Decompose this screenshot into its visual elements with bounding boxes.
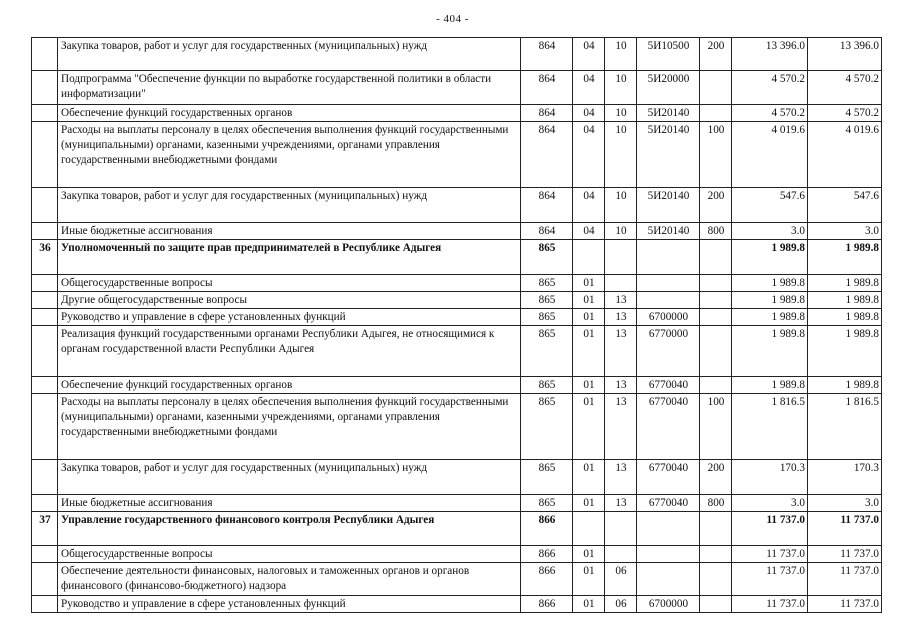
- subsection-code: 13: [605, 377, 637, 394]
- table-row: [32, 495, 882, 512]
- table-row: [32, 309, 882, 326]
- subsection-code: 10: [605, 122, 637, 188]
- row-number: [32, 326, 58, 377]
- subsection-code: 10: [605, 38, 637, 71]
- expense-type-code: [700, 326, 732, 377]
- ministry-code: 865: [521, 495, 573, 512]
- expense-type-code: [700, 240, 732, 275]
- ministry-code: 865: [521, 309, 573, 326]
- expense-type-code: 200: [700, 38, 732, 71]
- ministry-code: 865: [521, 240, 573, 275]
- row-number: [32, 309, 58, 326]
- amount-column-1: 11 737.0: [732, 546, 808, 563]
- amount-column-1: 4 019.6: [732, 122, 808, 188]
- subsection-code: 13: [605, 460, 637, 495]
- expense-type-code: [700, 309, 732, 326]
- table-row: [32, 240, 882, 275]
- row-number: [32, 596, 58, 613]
- target-article-code: 6770040: [637, 495, 700, 512]
- section-code: 01: [573, 546, 605, 563]
- ministry-code: 864: [521, 122, 573, 188]
- expense-type-code: [700, 292, 732, 309]
- row-number: 36: [32, 240, 58, 275]
- subsection-code: 13: [605, 309, 637, 326]
- amount-column-1: 11 737.0: [732, 512, 808, 546]
- amount-column-1: 13 396.0: [732, 38, 808, 71]
- amount-column-2: 1 816.5: [808, 394, 882, 460]
- ministry-code: 865: [521, 326, 573, 377]
- subsection-code: [605, 512, 637, 546]
- section-code: 04: [573, 71, 605, 105]
- ministry-code: 865: [521, 377, 573, 394]
- amount-column-1: 11 737.0: [732, 596, 808, 613]
- target-article-code: 6700000: [637, 596, 700, 613]
- section-code: 04: [573, 105, 605, 122]
- section-code: 04: [573, 188, 605, 223]
- expense-type-code: [700, 71, 732, 105]
- ministry-code: 866: [521, 512, 573, 546]
- ministry-code: 865: [521, 460, 573, 495]
- target-article-code: 6770000: [637, 326, 700, 377]
- section-code: 01: [573, 309, 605, 326]
- amount-column-2: 11 737.0: [808, 563, 882, 596]
- amount-column-1: 1 989.8: [732, 275, 808, 292]
- section-code: 01: [573, 275, 605, 292]
- table-row: [32, 71, 882, 105]
- section-code: 01: [573, 495, 605, 512]
- ministry-code: 866: [521, 596, 573, 613]
- subsection-code: [605, 275, 637, 292]
- subsection-code: 10: [605, 223, 637, 240]
- table-row: [32, 512, 882, 546]
- amount-column-1: 170.3: [732, 460, 808, 495]
- ministry-code: 864: [521, 38, 573, 71]
- row-name: Общегосударственные вопросы: [58, 275, 521, 292]
- amount-column-2: 11 737.0: [808, 512, 882, 546]
- amount-column-2: 3.0: [808, 223, 882, 240]
- ministry-code: 864: [521, 188, 573, 223]
- subsection-code: 13: [605, 326, 637, 377]
- expense-type-code: 100: [700, 122, 732, 188]
- section-code: 01: [573, 292, 605, 309]
- amount-column-2: 11 737.0: [808, 546, 882, 563]
- amount-column-2: 1 989.8: [808, 326, 882, 377]
- amount-column-1: 1 989.8: [732, 292, 808, 309]
- table-row: [32, 188, 882, 223]
- amount-column-2: 4 570.2: [808, 105, 882, 122]
- ministry-code: 865: [521, 394, 573, 460]
- section-code: 01: [573, 394, 605, 460]
- target-article-code: [637, 563, 700, 596]
- target-article-code: 5И20140: [637, 223, 700, 240]
- table-row: [32, 563, 882, 596]
- section-code: 01: [573, 596, 605, 613]
- row-number: [32, 38, 58, 71]
- expense-type-code: [700, 512, 732, 546]
- amount-column-2: 13 396.0: [808, 38, 882, 71]
- ministry-code: 866: [521, 546, 573, 563]
- row-name: Общегосударственные вопросы: [58, 546, 521, 563]
- amount-column-1: 3.0: [732, 223, 808, 240]
- table-row: [32, 377, 882, 394]
- amount-column-1: 1 989.8: [732, 309, 808, 326]
- row-name: Иные бюджетные ассигнования: [58, 223, 521, 240]
- table-row: [32, 596, 882, 613]
- row-number: [32, 275, 58, 292]
- expense-type-code: [700, 377, 732, 394]
- section-code: 04: [573, 38, 605, 71]
- target-article-code: 5И20000: [637, 71, 700, 105]
- budget-table: [31, 37, 882, 613]
- subsection-code: 10: [605, 71, 637, 105]
- amount-column-2: 1 989.8: [808, 309, 882, 326]
- subsection-code: 13: [605, 394, 637, 460]
- amount-column-1: 1 989.8: [732, 377, 808, 394]
- amount-column-2: 4 019.6: [808, 122, 882, 188]
- subsection-code: 13: [605, 495, 637, 512]
- amount-column-2: 1 989.8: [808, 292, 882, 309]
- amount-column-1: 1 989.8: [732, 326, 808, 377]
- amount-column-1: 4 570.2: [732, 71, 808, 105]
- amount-column-2: 547.6: [808, 188, 882, 223]
- expense-type-code: 800: [700, 223, 732, 240]
- expense-type-code: [700, 546, 732, 563]
- amount-column-2: 4 570.2: [808, 71, 882, 105]
- page-number: - 404 -: [436, 13, 469, 25]
- amount-column-1: 1 816.5: [732, 394, 808, 460]
- target-article-code: 5И20140: [637, 188, 700, 223]
- target-article-code: [637, 275, 700, 292]
- section-code: [573, 240, 605, 275]
- row-name: Закупка товаров, работ и услуг для государственных (муниципальных) нужд: [58, 38, 521, 71]
- ministry-code: 865: [521, 292, 573, 309]
- target-article-code: 6770040: [637, 460, 700, 495]
- ministry-code: 864: [521, 223, 573, 240]
- row-number: [32, 223, 58, 240]
- table-row: [32, 546, 882, 563]
- subsection-code: 13: [605, 292, 637, 309]
- row-number: [32, 122, 58, 188]
- row-name: Закупка товаров, работ и услуг для государственных (муниципальных) нужд: [58, 188, 521, 223]
- table-row: [32, 223, 882, 240]
- row-name: Подпрограмма "Обеспечение функции по выработке государственной политики в области информатизации": [58, 71, 521, 105]
- table-row: [32, 460, 882, 495]
- row-name: Руководство и управление в сфере установленных функций: [58, 309, 521, 326]
- row-name: Иные бюджетные ассигнования: [58, 495, 521, 512]
- subsection-code: [605, 546, 637, 563]
- target-article-code: 6700000: [637, 309, 700, 326]
- table-row: [32, 292, 882, 309]
- row-number: 37: [32, 512, 58, 546]
- target-article-code: 5И20140: [637, 122, 700, 188]
- amount-column-2: 1 989.8: [808, 240, 882, 275]
- row-name: Реализация функций государственными органами Республики Адыгея, не относящимися к органам государственной власти Республики Адыгея: [58, 326, 521, 377]
- target-article-code: [637, 292, 700, 309]
- row-number: [32, 563, 58, 596]
- section-code: 01: [573, 460, 605, 495]
- row-name: Руководство и управление в сфере установленных функций: [58, 596, 521, 613]
- row-number: [32, 71, 58, 105]
- row-name: Уполномоченный по защите прав предпринимателей в Республике Адыгея: [58, 240, 521, 275]
- amount-column-2: 11 737.0: [808, 596, 882, 613]
- table-row: [32, 326, 882, 377]
- expense-type-code: [700, 563, 732, 596]
- ministry-code: 864: [521, 105, 573, 122]
- amount-column-1: 547.6: [732, 188, 808, 223]
- section-code: 01: [573, 326, 605, 377]
- section-code: [573, 512, 605, 546]
- expense-type-code: 200: [700, 460, 732, 495]
- row-number: [32, 546, 58, 563]
- target-article-code: 5И20140: [637, 105, 700, 122]
- expense-type-code: [700, 275, 732, 292]
- amount-column-1: 4 570.2: [732, 105, 808, 122]
- row-number: [32, 377, 58, 394]
- target-article-code: 6770040: [637, 394, 700, 460]
- table-body: [32, 38, 882, 613]
- row-number: [32, 495, 58, 512]
- section-code: 04: [573, 223, 605, 240]
- row-number: [32, 292, 58, 309]
- amount-column-1: 11 737.0: [732, 563, 808, 596]
- row-name: Обеспечение деятельности финансовых, налоговых и таможенных органов и органов финансового (финансово-бюджетного) надзора: [58, 563, 521, 596]
- expense-type-code: 800: [700, 495, 732, 512]
- subsection-code: 06: [605, 596, 637, 613]
- table-row: [32, 105, 882, 122]
- amount-column-2: 3.0: [808, 495, 882, 512]
- table-row: [32, 275, 882, 292]
- row-name: Обеспечение функций государственных органов: [58, 105, 521, 122]
- amount-column-2: 1 989.8: [808, 275, 882, 292]
- section-code: 01: [573, 563, 605, 596]
- amount-column-2: 1 989.8: [808, 377, 882, 394]
- row-name: Закупка товаров, работ и услуг для государственных (муниципальных) нужд: [58, 460, 521, 495]
- row-name: Другие общегосударственные вопросы: [58, 292, 521, 309]
- row-name: Обеспечение функций государственных органов: [58, 377, 521, 394]
- subsection-code: 06: [605, 563, 637, 596]
- row-name: Управление государственного финансового контроля Республики Адыгея: [58, 512, 521, 546]
- ministry-code: 864: [521, 71, 573, 105]
- section-code: 01: [573, 377, 605, 394]
- amount-column-1: 1 989.8: [732, 240, 808, 275]
- subsection-code: 10: [605, 188, 637, 223]
- row-number: [32, 105, 58, 122]
- target-article-code: [637, 240, 700, 275]
- section-code: 04: [573, 122, 605, 188]
- table-row: [32, 122, 882, 188]
- ministry-code: 866: [521, 563, 573, 596]
- target-article-code: 6770040: [637, 377, 700, 394]
- row-number: [32, 188, 58, 223]
- expense-type-code: 200: [700, 188, 732, 223]
- table-row: [32, 38, 882, 71]
- expense-type-code: [700, 105, 732, 122]
- expense-type-code: [700, 596, 732, 613]
- amount-column-2: 170.3: [808, 460, 882, 495]
- target-article-code: 5И10500: [637, 38, 700, 71]
- subsection-code: 10: [605, 105, 637, 122]
- amount-column-1: 3.0: [732, 495, 808, 512]
- row-name: Расходы на выплаты персоналу в целях обеспечения выполнения функций государственными (муниципальными) органами, казенными учреждениями, органами управления государственными внебюджетными фондами: [58, 394, 521, 460]
- target-article-code: [637, 512, 700, 546]
- row-number: [32, 394, 58, 460]
- row-name: Расходы на выплаты персоналу в целях обеспечения выполнения функций государственными (муниципальными) органами, казенными учреждениями, органами управления государственными внебюджетными фондами: [58, 122, 521, 188]
- table-row: [32, 394, 882, 460]
- row-number: [32, 460, 58, 495]
- subsection-code: [605, 240, 637, 275]
- target-article-code: [637, 546, 700, 563]
- expense-type-code: 100: [700, 394, 732, 460]
- ministry-code: 865: [521, 275, 573, 292]
